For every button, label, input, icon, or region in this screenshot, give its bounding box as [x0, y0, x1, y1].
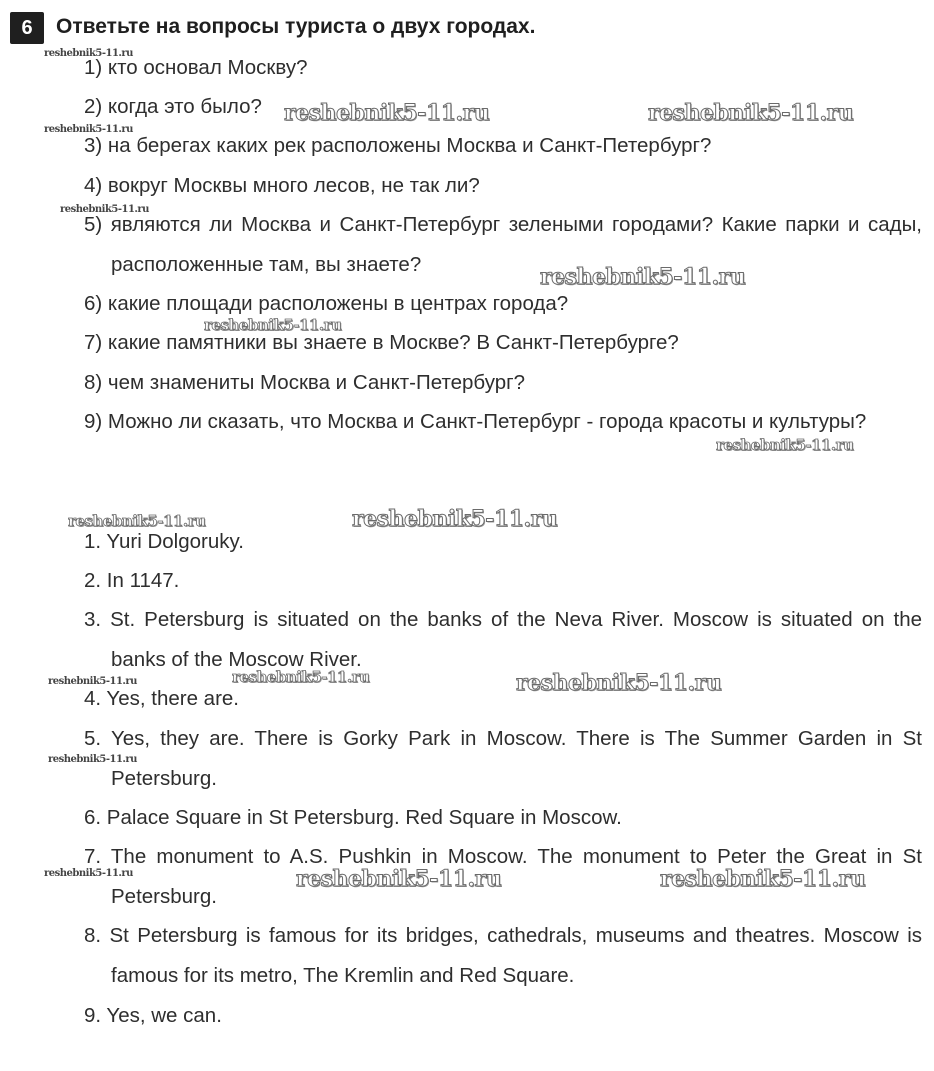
answer-2: 2. In 1147. [84, 569, 180, 592]
question-7: 7) какие памятники вы знаете в Москве? В Санкт-Петербурге? [84, 331, 679, 354]
watermark: reshebnik5-11.ru [716, 436, 854, 454]
watermark: reshebnik5-11.ru [660, 866, 866, 892]
answer-6: 6. Palace Square in St Petersburg. Red Square in Moscow. [84, 806, 622, 829]
watermark: reshebnik5-11.ru [648, 100, 854, 126]
question-9: 9) Можно ли сказать, что Москва и Санкт-Петербург - города красоты и культуры? [84, 410, 867, 433]
question-6: 6) какие площади расположены в центрах города? [84, 292, 569, 315]
question-5: 5) являются ли Москва и Санкт-Петербург зелеными городами? Какие парки и сады, расположенные там, вы знаете? [84, 213, 922, 276]
watermark: reshebnik5-11.ru [48, 754, 137, 765]
answer-3: 3. St. Petersburg is situated on the banks of the Neva River. Moscow is situated on the banks of the Moscow River. [84, 608, 922, 671]
question-3: 3) на берегах каких рек расположены Москва и Санкт-Петербург? [84, 134, 712, 157]
watermark: reshebnik5-11.ru [44, 868, 133, 879]
answer-1: 1. Yuri Dolgoruky. [84, 530, 244, 553]
question-2: 2) когда это было? [84, 95, 262, 118]
answer-4: 4. Yes, there are. [84, 687, 240, 710]
answer-7: 7. The monument to A.S. Pushkin in Moscow. The monument to Peter the Great in St Petersburg. [84, 845, 922, 908]
question-8: 8) чем знамениты Москва и Санкт-Петербург? [84, 371, 526, 394]
answer-8: 8. St Petersburg is famous for its bridges, cathedrals, museums and theatres. Moscow is famous for its metro, The Kremlin and Red Square. [84, 924, 922, 987]
answer-9: 9. Yes, we can. [84, 1004, 222, 1027]
watermark: reshebnik5-11.ru [44, 48, 133, 59]
watermark: reshebnik5-11.ru [296, 866, 502, 892]
watermark: reshebnik5-11.ru [44, 124, 133, 135]
watermark: reshebnik5-11.ru [352, 506, 558, 532]
watermark: reshebnik5-11.ru [48, 676, 137, 687]
task-title: Ответьте на вопросы туриста о двух городах. [56, 15, 536, 38]
watermark: reshebnik5-11.ru [232, 668, 370, 686]
watermark: reshebnik5-11.ru [516, 670, 722, 696]
question-1: 1) кто основал Москву? [84, 56, 308, 79]
watermark: reshebnik5-11.ru [284, 100, 490, 126]
task-number-badge: 6 [10, 12, 44, 44]
answer-5: 5. Yes, they are. There is Gorky Park in Moscow. There is The Summer Garden in St Petersburg. [84, 727, 922, 790]
watermark: reshebnik5-11.ru [60, 204, 149, 215]
watermark: reshebnik5-11.ru [204, 316, 342, 334]
question-4: 4) вокруг Москвы много лесов, не так ли? [84, 174, 480, 197]
watermark: reshebnik5-11.ru [540, 264, 746, 290]
watermark: reshebnik5-11.ru [68, 512, 206, 530]
